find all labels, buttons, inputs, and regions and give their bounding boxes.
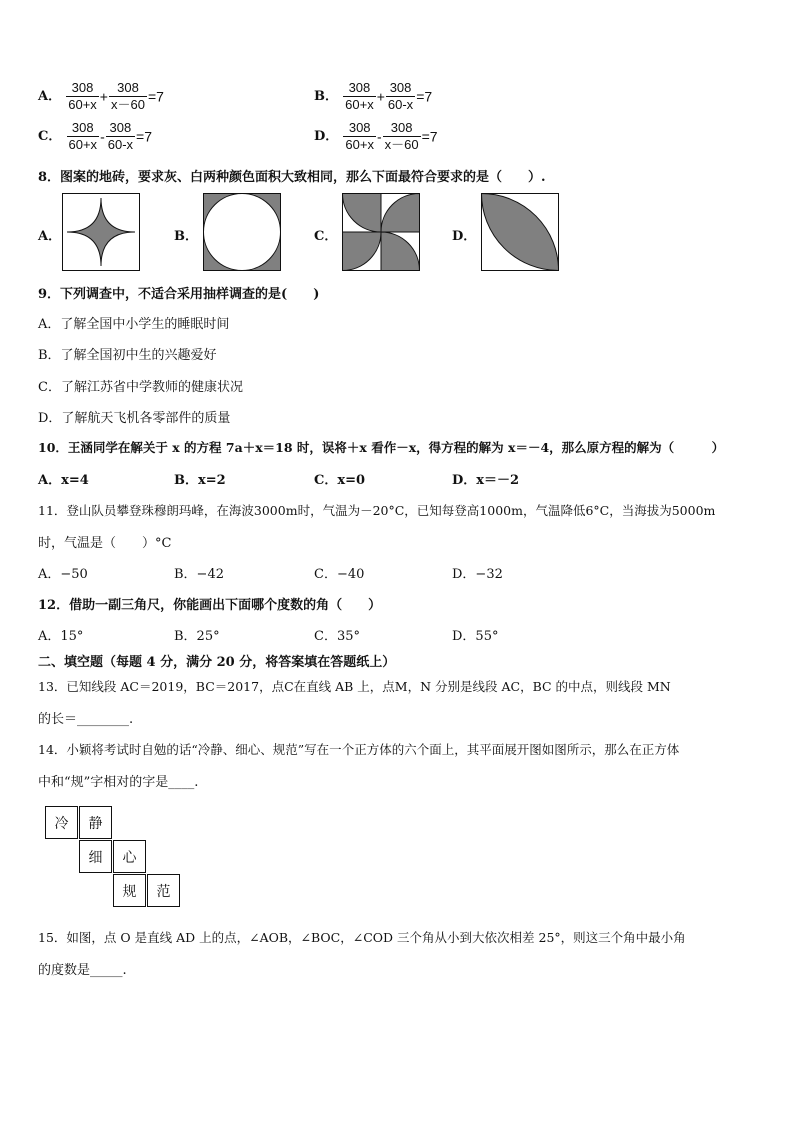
q8-label-d: D．	[452, 229, 477, 244]
q14-stem: 14．小颖将考试时自勉的话“冷静、细心、规范”写在一个正方体的六个面上，其平面展开图如图所示，那么在正方体	[38, 742, 680, 757]
net-cell-1: 冷	[45, 806, 78, 839]
net-cell-5: 规	[113, 874, 146, 907]
q8-stem: 8．图案的地砖，要求灰、白两种颜色面积大致相同，那么下面最符合要求的是（ ）.	[38, 170, 546, 185]
q10-option-d: D．x＝－2	[452, 473, 520, 488]
equation-rhs: =7	[416, 88, 433, 105]
option-label: B．	[314, 89, 338, 104]
net-cell-3: 细	[79, 840, 112, 873]
q15-stem: 15．如图，点 O 是直线 AD 上的点，∠AOB，∠BOC，∠COD 三个角从小到大依次相差 25°，则这三个角中最小角	[38, 930, 686, 945]
q9-option-c: C．了解江苏省中学教师的健康状况	[38, 380, 243, 395]
equation-rhs: =7	[147, 88, 164, 105]
q7-option-c	[38, 120, 152, 153]
q9-option-d: D．了解航天飞机各零部件的质量	[38, 411, 231, 426]
q7-option-d	[314, 120, 438, 153]
denominator: 60+x	[68, 137, 98, 152]
numerator: 308	[386, 80, 415, 97]
denominator: 60+x	[345, 137, 374, 152]
q9-option-b: B．了解全国初中生的兴趣爱好	[38, 348, 217, 363]
fraction	[343, 80, 376, 113]
q11-stem-continued: 时，气温是（ ）°C	[38, 536, 172, 551]
fraction	[66, 80, 99, 113]
tile-c-image	[342, 193, 420, 271]
q8-label-b: B．	[174, 229, 198, 244]
denominator: 60+x	[345, 97, 374, 112]
fraction	[106, 120, 135, 153]
q8-label-a: A．	[38, 229, 62, 244]
fraction	[343, 120, 376, 153]
q13-stem: 13．已知线段 AC＝2019，BC＝2017，点C在直线 AB 上，点M，N 分别是线段 AC，BC 的中点，则线段 MN	[38, 679, 671, 694]
q12-stem: 12．借助一副三角尺，你能画出下面哪个度数的角（ ）	[38, 598, 382, 613]
fraction	[386, 80, 415, 113]
q11-option-a: A．−50	[38, 567, 88, 582]
q10-option-a: A．x=4	[38, 473, 89, 488]
denominator: x－60	[384, 137, 419, 152]
tile-d-image	[481, 193, 559, 271]
q11-option-b: B．−42	[174, 567, 224, 582]
operator: +	[376, 88, 385, 105]
q12-option-b: B．25°	[174, 629, 220, 644]
q15-stem-continued: 的度数是_____.	[38, 963, 127, 978]
q10-option-b: B．x=2	[174, 473, 226, 488]
net-cell-6: 范	[147, 874, 180, 907]
numerator: 308	[383, 120, 421, 137]
numerator: 308	[106, 120, 135, 137]
q11-stem: 11．登山队员攀登珠穆朗玛峰，在海波3000m时，气温为－20°C，已知每登高1000m，气温降低6°C，当海拔为5000m	[38, 503, 716, 518]
q12-option-a: A．15°	[38, 629, 84, 644]
q9-stem: 9．下列调查中，不适合采用抽样调查的是( )	[38, 287, 320, 302]
q10-option-c: C．x=0	[314, 473, 366, 488]
numerator: 308	[343, 80, 376, 97]
q9-option-a: A．了解全国中小学生的睡眠时间	[38, 317, 230, 332]
denominator: 60+x	[68, 97, 97, 112]
option-label: D．	[314, 129, 339, 144]
net-cell-4: 心	[113, 840, 146, 873]
equation-rhs: =7	[421, 128, 438, 145]
q7-option-a	[38, 80, 164, 113]
denominator: 60-x	[107, 137, 134, 152]
net-cell-2: 静	[79, 806, 112, 839]
denominator: x－60	[110, 97, 145, 112]
option-label: A．	[38, 89, 62, 104]
tile-a-image	[62, 193, 140, 271]
denominator: 60-x	[387, 97, 414, 112]
numerator: 308	[343, 120, 376, 137]
numerator: 308	[67, 120, 100, 137]
operator: -	[100, 128, 105, 145]
operator: +	[99, 88, 108, 105]
option-label: C．	[38, 129, 62, 144]
operator: -	[376, 128, 382, 145]
fraction	[67, 120, 100, 153]
q14-stem-continued: 中和“规”字相对的字是____.	[38, 775, 199, 790]
fraction	[109, 80, 147, 113]
tile-b-image	[203, 193, 281, 271]
q12-option-c: C．35°	[314, 629, 360, 644]
q13-stem-continued: 的长＝________.	[38, 712, 134, 727]
fraction	[383, 120, 421, 153]
q11-option-d: D．−32	[452, 567, 503, 582]
q7-option-b	[314, 80, 432, 113]
q8-label-c: C．	[314, 229, 338, 244]
numerator: 308	[66, 80, 99, 97]
numerator: 308	[109, 80, 147, 97]
q11-option-c: C．−40	[314, 567, 365, 582]
equation-rhs: =7	[136, 128, 152, 145]
q10-stem: 10．王涵同学在解关于 x 的方程 7a＋x＝18 时，误将＋x 看作－x，得方程的解为 x＝－4，那么原方程的解为（ ）	[38, 440, 725, 455]
q12-option-d: D．55°	[452, 629, 499, 644]
section-heading: 二、填空题（每题 4 分，满分 20 分，将答案填在答题纸上）	[38, 655, 396, 670]
